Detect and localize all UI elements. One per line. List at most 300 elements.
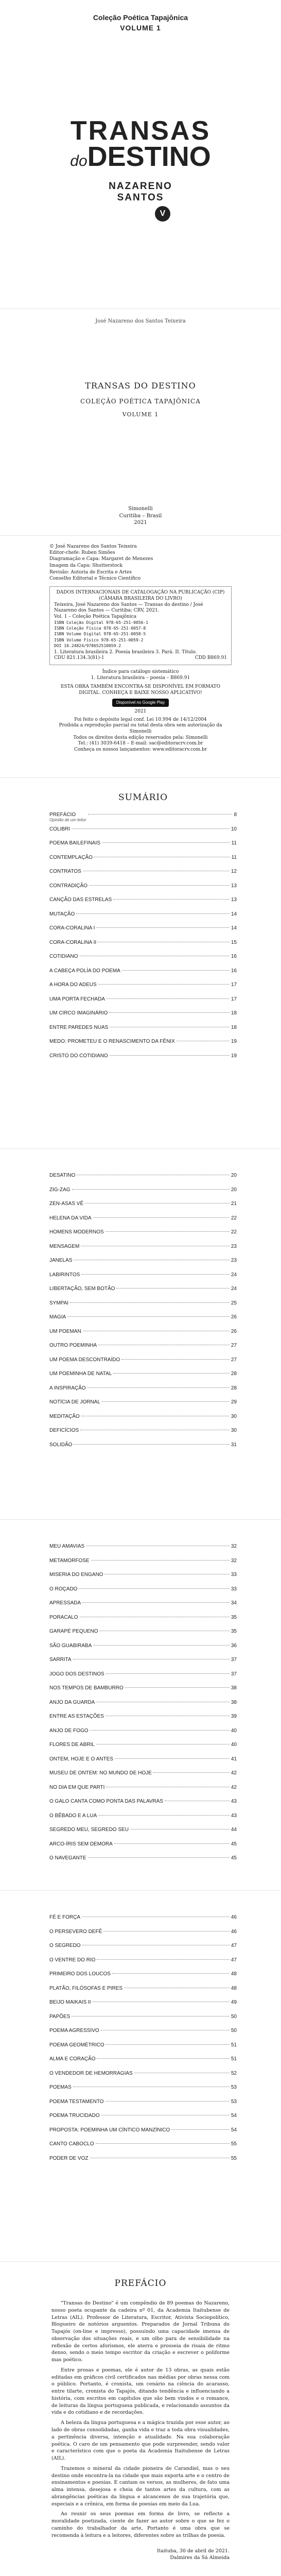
isbn-line: ISBN Volume Físico 978-65-251-0059-2 <box>54 637 144 642</box>
cover-title <box>0 118 281 171</box>
summary-entry[interactable] <box>49 1971 237 1986</box>
summary-entry-title: POEMA TESTAMENTO <box>49 2098 104 2105</box>
summary-entry[interactable] <box>49 812 237 826</box>
summary-leader-dots <box>113 899 230 900</box>
summary-entry[interactable] <box>49 1770 237 1785</box>
summary-leader-dots <box>93 1645 230 1646</box>
summary-entry[interactable] <box>49 869 237 883</box>
summary-entry-page: 23 <box>231 1258 237 1263</box>
summary-leader-dots <box>97 1959 229 1960</box>
isbn-list <box>54 620 227 649</box>
summary-leader-dots <box>107 998 230 999</box>
summary-entry[interactable] <box>49 1914 237 1929</box>
summary-entry-title: SÃO GUABIRABA <box>49 1642 92 1649</box>
preface-sign-name: Dalmires da Sá Almeida <box>170 2554 230 2561</box>
summary-entry[interactable] <box>49 855 237 869</box>
summary-entry-title: UM POEMA DESCONTRAÍDO <box>49 1357 120 1363</box>
summary-entry[interactable] <box>49 1799 237 1813</box>
credit-line: Editor-chefe: Ruben Simões <box>49 550 115 555</box>
summary-entry-title: SOLIDÃO <box>49 1442 73 1448</box>
summary-entry-title: ONTEM, HOJE E O ANTES <box>49 1756 113 1762</box>
cover-title-line1: TRANSAS <box>70 116 211 146</box>
summary-entry-title: CONTEMPLAÇÃO <box>49 854 93 860</box>
summary-entry[interactable] <box>49 1428 237 1442</box>
summary-entry[interactable] <box>49 1685 237 1700</box>
summary-entry[interactable] <box>49 2028 237 2042</box>
summary-entry-title: SEGREDO MEU, SEGREDO SEU <box>49 1827 129 1833</box>
summary-entry[interactable] <box>49 1215 237 1230</box>
summary-entry[interactable] <box>49 1385 237 1400</box>
summary-page-2 <box>0 1149 281 1520</box>
summary-entry-page: 34 <box>231 1600 237 1606</box>
rights-line: Todos os direitos desta edição reservados pela: Simonelli <box>73 735 208 740</box>
summary-entry[interactable] <box>49 940 237 954</box>
summary-entry-title: NO DIA EM QUE PARTI <box>49 1784 105 1790</box>
summary-entry-title: PAPÕES <box>49 2013 71 2020</box>
cover-author-line2: SANTOS <box>117 192 164 204</box>
summary-entry[interactable] <box>49 840 237 855</box>
summary-entry-page: 52 <box>231 2070 237 2076</box>
summary-entry[interactable] <box>49 1657 237 1671</box>
summary-entry[interactable] <box>49 1229 237 1244</box>
summary-entry[interactable] <box>49 1714 237 1728</box>
summary-leader-dots <box>82 1602 230 1603</box>
isbn-line: DOI 10.24824/978652510059.2 <box>54 643 121 649</box>
summary-entry-title: CONTRADIÇÃO <box>49 883 87 889</box>
summary-entry-title: A INSPIRAÇÃO <box>49 1385 86 1391</box>
summary-entry-page: 46 <box>231 1928 237 1935</box>
summary-leader-dots <box>81 1274 230 1275</box>
summary-entry[interactable] <box>49 2099 237 2113</box>
summary-entry-page: 11 <box>231 840 237 846</box>
summary-leader-dots <box>96 927 230 928</box>
summary-entry-title: JOGO DOS DESTINOS <box>49 1671 104 1677</box>
summary-entry-title: O SEGREDO <box>49 1943 81 1948</box>
credit-line: Revisão: Autoria de Escrita e Artes <box>49 569 132 575</box>
summary-page-3 <box>0 1520 281 1891</box>
summary-entry-page: 28 <box>231 1385 237 1391</box>
summary-entry-page: 30 <box>231 1428 237 1433</box>
summary-entry-title: CANÇÃO DAS ESTRELAS <box>49 897 112 903</box>
summary-entry-page: 35 <box>231 1629 237 1634</box>
summary-entry-page: 51 <box>231 2056 237 2062</box>
summary-entry-title: A CABEÇA POLÍA DO POEMA <box>49 968 120 974</box>
summary-entry-title: SYMPAI <box>49 1300 69 1306</box>
summary-entry-page: 47 <box>231 1957 237 1963</box>
summary-entry-page: 55 <box>231 2155 237 2161</box>
publisher-year: 2021 <box>134 520 147 526</box>
rights-block <box>49 717 232 753</box>
summary-entry-title: GARAPÉ PEQUENO <box>49 1629 98 1634</box>
summary-entry[interactable] <box>49 1357 237 1371</box>
preface-paragraph: Ao reunir os seus poemas em forma de livro, se reflecte a moralidade poetizada, ciente de fazer ao autor sobre o que se fez o caminho do trabalhador da arte, Portanto é uma obra que se recomenda à leitura e a leitores, diferentes sobre as trilhas de poesia. <box>51 2511 230 2538</box>
summary-entry-page: 14 <box>231 925 237 931</box>
summary-entry-title: COLIBRI <box>49 826 71 832</box>
summary-entry-title: O VENTRE DO RIO <box>49 1957 96 1963</box>
summary-entry[interactable] <box>49 1399 237 1414</box>
summary-entry[interactable] <box>49 1201 237 1215</box>
summary-entry-page: 21 <box>231 1201 237 1207</box>
ficha-notes: Vol. 1 – Coleção Poética Tapajônica <box>54 614 137 619</box>
classification-row <box>54 655 227 662</box>
cdu-code: CDU 821.134.3(81)-1 <box>54 655 104 661</box>
summary-entry[interactable] <box>49 1929 237 1943</box>
summary-list <box>49 812 237 1067</box>
summary-entry-title: MEDO: PROMETEU E O RENASCIMENTO DA FÊNIX <box>49 1039 175 1044</box>
summary-entry-title: HOMENS MODERNOS <box>49 1229 104 1235</box>
summary-leader-dots <box>90 1730 230 1731</box>
summary-entry[interactable] <box>49 1756 237 1771</box>
copyright-line: © José Nazareno dos Santos Teixeira <box>49 544 137 549</box>
index-heading: Índice para catálogo sistemático <box>102 669 179 674</box>
rights-line: Conheça os nossos lançamentos: www.editoracrv.com.br <box>74 747 207 753</box>
summary-entry[interactable] <box>49 1700 237 1714</box>
isbn-line: ISBN Coleção Física 978-65-251-0057-8 <box>54 625 146 631</box>
summary-leader-dots <box>98 984 230 985</box>
summary-entry-page: 46 <box>231 1914 237 1920</box>
summary-entry-page: 36 <box>231 1642 237 1649</box>
summary-entry-title: MEDITAÇÃO <box>49 1413 80 1419</box>
summary-entry-page: 39 <box>231 1714 237 1719</box>
summary-leader-dots <box>114 1843 230 1844</box>
summary-entry[interactable] <box>49 1300 237 1315</box>
summary-entry-title: UM POEMINHA DE NATAL <box>49 1371 112 1377</box>
summary-entry[interactable] <box>49 1173 237 1187</box>
summary-entry[interactable] <box>49 1272 237 1286</box>
summary-entry-page: 8 <box>234 812 237 818</box>
summary-entry-page: 16 <box>231 968 237 974</box>
summary-entry[interactable] <box>49 925 237 940</box>
summary-entry-title: NOS TEMPOS DE BAMBURRO <box>49 1685 124 1691</box>
summary-entry[interactable] <box>49 826 237 841</box>
summary-entry-page: 41 <box>231 1756 237 1762</box>
summary-entry-title: MISERIA DO ENGANO <box>49 1572 103 1578</box>
summary-entry[interactable] <box>49 911 237 926</box>
publisher-name: Simonelli <box>128 506 153 512</box>
summary-entry-page: 50 <box>231 2028 237 2033</box>
summary-entry[interactable] <box>49 1371 237 1385</box>
summary-entry-page: 50 <box>231 2013 237 2020</box>
summary-entry-title: O ROÇADO <box>49 1586 78 1592</box>
preface-heading: PREFÁCIO <box>114 2278 167 2289</box>
summary-entry-page: 38 <box>231 1685 237 1691</box>
title-page-series: COLEÇÃO POÉTICA TAPAJÔNICA <box>80 398 201 405</box>
summary-entry[interactable] <box>49 1643 237 1657</box>
cover-title-destino: DESTINO <box>87 141 211 173</box>
summary-entry[interactable] <box>49 1314 237 1329</box>
summary-leader-dots <box>74 1444 229 1445</box>
summary-entry[interactable] <box>49 1827 237 1841</box>
catalog-page <box>0 536 281 778</box>
summary-entry-page: 19 <box>231 1039 237 1044</box>
summary-entry-title: UM CIRCO IMAGINÁRIO <box>49 1010 108 1016</box>
summary-entry-page: 27 <box>231 1343 237 1348</box>
ficha-heading: DADOS INTERNACIONAIS DE CATALOGAÇÃO NA PUBLICAÇÃO (CIP) (CÂMARA BRASILEIRA DO LIVRO) <box>56 590 225 601</box>
summary-entry[interactable] <box>49 1957 237 1972</box>
summary-entry-page: 28 <box>231 1371 237 1377</box>
store-badge-wrap <box>49 697 232 707</box>
summary-entry-title: POEMAS <box>49 2084 72 2090</box>
summary-entry-title: ENTRE PAREDES NUAS <box>49 1024 109 1030</box>
summary-entry-page: 45 <box>231 1855 237 1861</box>
summary-entry[interactable] <box>49 1999 237 2014</box>
summary-page-1 <box>0 778 281 1149</box>
summary-entry-title: O NAVEGANTE <box>49 1855 86 1861</box>
preface-sign-place: Itaituba, 30 de abril de 2021. <box>156 2548 230 2554</box>
summary-heading: SUMÁRIO <box>118 792 168 803</box>
summary-entry-title: POEMA BAILEFINAIS <box>49 840 100 846</box>
summary-leader-dots <box>70 1302 230 1303</box>
summary-entry[interactable] <box>49 1855 237 1870</box>
summary-entry-page: 51 <box>231 2042 237 2048</box>
summary-leader-dots <box>102 842 230 843</box>
summary-entry[interactable] <box>49 1329 237 1343</box>
summary-entry-page: 11 <box>231 854 237 860</box>
summary-entry[interactable] <box>49 2014 237 2028</box>
summary-entry-title: POEMA TRUCIDADO <box>49 2113 100 2119</box>
summary-entry-title: APRESSADA <box>49 1600 81 1606</box>
title-page <box>0 309 281 536</box>
rights-line: Proibida a reprodução parcial ou total desta obra sem autorização da Simonelli <box>59 723 222 735</box>
summary-entry-title: MEU AMAVIAS <box>49 1544 85 1549</box>
summary-entry-page: 26 <box>231 1328 237 1334</box>
summary-list <box>49 1914 237 2170</box>
summary-entry[interactable] <box>49 1343 237 1357</box>
summary-entry-page: 37 <box>231 1657 237 1663</box>
store-year: 2021 <box>134 709 147 715</box>
summary-entry-title: OUTRO POEMINHA <box>49 1343 97 1348</box>
summary-entry[interactable] <box>49 1986 237 2000</box>
summary-entry-page: 10 <box>231 826 237 832</box>
summary-entry-page: 16 <box>231 954 237 959</box>
summary-entry-page: 15 <box>231 939 237 945</box>
summary-entry-page: 55 <box>231 2141 237 2147</box>
summary-leader-dots <box>121 1359 230 1360</box>
summary-entry-page: 44 <box>231 1827 237 1833</box>
preface-page <box>0 2262 281 2576</box>
summary-entry[interactable] <box>49 1039 237 1053</box>
summary-leader-dots <box>106 2044 230 2045</box>
summary-entry-title: PREFÁCIO <box>49 812 76 818</box>
summary-entry[interactable] <box>49 1728 237 1742</box>
summary-entry[interactable] <box>49 1841 237 1856</box>
summary-entry[interactable] <box>49 1943 237 1957</box>
cover-title-line2 <box>0 141 281 173</box>
isbn-line: ISBN Volume Digital 978-65-251-0058-5 <box>54 632 146 637</box>
summary-entry[interactable] <box>49 1572 237 1586</box>
summary-entry[interactable] <box>49 2056 237 2071</box>
summary-entry-title: PRIMEIRO DOS LOUCOS <box>49 1971 111 1977</box>
credit-line: Imagem da Capa: Shutterstock <box>49 563 122 569</box>
summary-entry-title: DESATINO <box>49 1173 76 1178</box>
summary-entry-title: JANELAS <box>49 1258 73 1263</box>
summary-entry[interactable] <box>49 1629 237 1643</box>
summary-entry[interactable] <box>49 1286 237 1300</box>
summary-entry[interactable] <box>49 897 237 911</box>
summary-entry-title: METAMORFOSE <box>49 1557 90 1564</box>
summary-entry-title: ZEN-ASAS VÊ <box>49 1201 84 1207</box>
summary-leader-dots <box>97 2058 229 2059</box>
summary-entry-page: 54 <box>231 2113 237 2119</box>
publisher-logo-icon: V <box>155 206 170 222</box>
summary-entry-page: 48 <box>231 1985 237 1991</box>
summary-entry-title: LABIRINTOS <box>49 1272 80 1278</box>
preface-paragraph: Trazemos o mineral da cidade pioneira de Carandiel, mas o seu destino onde encontra-la na cidade que mais exporta arte e o centro de ensinamentos e poesias. E cantam os versos, as mulheres, de fato uma alma intensa, desejosa e cheia de tantos artes da cultura, com as abrangências poéticas da língua e alcancenos de sua trajetória que, especiais e a crônica, em forma de poesias em meio da Lua. <box>51 2465 230 2507</box>
summary-entry[interactable] <box>49 1258 237 1272</box>
summary-entry[interactable] <box>49 2084 237 2099</box>
summary-entry-page: 33 <box>231 1586 237 1592</box>
summary-entry[interactable] <box>49 1244 237 1258</box>
index-entry: 1. Literatura brasileira – poesia – B869.91 <box>91 675 190 681</box>
summary-entry-subtitle: Opinião de um leitor <box>49 818 86 822</box>
summary-entry[interactable] <box>49 2127 237 2142</box>
summary-entry-title: CORA-CORALINA II <box>49 939 97 945</box>
cataloging-record <box>49 586 232 665</box>
summary-entry[interactable] <box>49 2042 237 2057</box>
summary-entry[interactable] <box>49 1544 237 1558</box>
title-page-imprint <box>0 505 281 527</box>
google-play-badge[interactable]: Disponível no Google Play <box>112 699 169 707</box>
summary-entry-page: 13 <box>231 883 237 889</box>
credits-list <box>49 550 232 576</box>
summary-entry[interactable] <box>49 2141 237 2156</box>
summary-leader-dots <box>125 1687 230 1688</box>
summary-entry[interactable] <box>49 1671 237 1686</box>
summary-entry[interactable] <box>49 982 237 996</box>
store-heading: ESTA OBRA TAMBÉM ENCONTRA-SE DISPONÍVEL EM FORMATO DIGITAL. CONHEÇA E BAIXE NOSSO APLICATIVO! <box>60 684 221 696</box>
summary-entry[interactable] <box>49 1600 237 1615</box>
summary-entry-title: BEIJO MAIKAIS II <box>49 1999 91 2005</box>
summary-entry[interactable] <box>49 1053 237 1067</box>
summary-page-4 <box>0 1891 281 2262</box>
rights-line: Tel.: (41) 3039-6418 – E-mail: sac@editoracrv.com.br <box>78 741 203 747</box>
summary-entry-title: O BÊBADO E A LUA <box>49 1812 97 1819</box>
summary-entry[interactable] <box>49 1813 237 1827</box>
summary-entry-title: MAGIA <box>49 1314 66 1320</box>
summary-entry-title: POEMA AGRESSIVO <box>49 2028 99 2033</box>
isbn-line: ISBN Coleção Digital 978-65-251-0056-1 <box>54 620 149 625</box>
summary-entry-title: ZIG-ZAG <box>49 1187 71 1193</box>
summary-entry[interactable] <box>49 1742 237 1756</box>
summary-entry-title: PORACALO <box>49 1614 78 1620</box>
summary-entry[interactable] <box>49 2071 237 2085</box>
summary-entry[interactable] <box>49 1010 237 1025</box>
summary-entry[interactable] <box>49 1187 237 1201</box>
summary-entry-title: DEFICÍCIOS <box>49 1428 79 1433</box>
preface-paragraph: A beleza da língua portuguesa e a mágica trazida por esse autor, ao lado de obras consolidadas, ganha vida e traz a toda obra visualidades, a pertinência diversa, intenção e atualidade. Na sua colaboração poética. O caro de um pensamento que pode surpreender, sendo valor e característico com que o poeta da Academia Itaitubense de Letras (AIL). <box>51 2420 230 2462</box>
summary-leader-dots <box>76 913 230 914</box>
cover-series: Coleção Poética Tapajônica <box>93 13 188 22</box>
summary-entry-page: 49 <box>231 1999 237 2005</box>
summary-entry-title: ARCO-ÍRIS SEM DEMORA <box>49 1841 113 1847</box>
summary-entry[interactable] <box>49 1586 237 1601</box>
summary-leader-dots <box>153 1772 230 1773</box>
summary-entry[interactable] <box>49 1785 237 1799</box>
summary-entry[interactable] <box>49 1615 237 1629</box>
summary-entry-title: O GALO CANTA COMO PONTA DAS PALAVRAS <box>49 1799 163 1804</box>
credit-line: Diagramação e Capa: Margaret de Menezes <box>49 556 153 562</box>
summary-entry-page: 54 <box>231 2127 237 2133</box>
summary-entry-page: 47 <box>231 1943 237 1948</box>
summary-leader-dots <box>106 1673 230 1674</box>
summary-entry-page: 42 <box>231 1784 237 1790</box>
title-page-title: TRANSAS DO DESTINO <box>85 381 196 391</box>
summary-entry-title: PLATÃO, FILÓSOFAS E PIRES <box>49 1985 123 1991</box>
summary-entry-title: ANJO DA GUARDA <box>49 1699 95 1705</box>
summary-entry-page: 40 <box>231 1742 237 1748</box>
summary-entry-page: 14 <box>231 911 237 917</box>
summary-entry-title: COTIDIANO <box>49 954 78 959</box>
summary-entry[interactable] <box>49 883 237 897</box>
title-page-author: José Nazareno dos Santos Teixeira <box>95 318 186 324</box>
summary-leader-dots <box>115 1758 230 1759</box>
summary-entry-page: 37 <box>231 1671 237 1677</box>
summary-leader-dots <box>79 1588 229 1589</box>
summary-leader-dots <box>110 1055 230 1056</box>
summary-leader-dots <box>116 1288 229 1289</box>
cover-title-do: do <box>70 152 87 170</box>
summary-list <box>49 1173 237 1456</box>
summary-entry-page: 20 <box>231 1187 237 1193</box>
summary-entry-page: 25 <box>231 1300 237 1306</box>
summary-leader-dots <box>87 1387 230 1388</box>
summary-entry-page: 13 <box>231 897 237 903</box>
summary-list <box>49 1544 237 1870</box>
cover-author <box>0 181 281 205</box>
summary-entry-page: 26 <box>231 1314 237 1320</box>
preface-signature <box>51 2548 230 2562</box>
summary-entry-page: 53 <box>231 2098 237 2105</box>
summary-entry[interactable] <box>49 996 237 1011</box>
summary-leader-dots <box>72 1189 230 1190</box>
summary-leader-dots <box>85 1203 230 1204</box>
summary-entry[interactable] <box>49 1025 237 1039</box>
summary-entry[interactable] <box>49 2113 237 2127</box>
preface-paragraph: "Transas do Destino" é um compêndio de 89 poemas do Nazareno, nosso poeta ocupante da cadeira nº 01, da Academia Itaitubense de Letras (AIL). Professor de Literatura, Escritor, Ativista Sociopolítico, Blogueiro de notórios arguentos. Preparados de Jornal Tribuna do Tapajós (on-line e impresso), possuindo uma capacidade imensa de observação dos situações reais, e um olho para de sensibilidade na reflexão de certos aforismos, ele aterra e prosseia de risaia de ritmo denso, sendo o meio tempo escritor da criação e escrever o poliforme mas poético. <box>51 2300 230 2363</box>
summary-entry-page: 29 <box>231 1399 237 1405</box>
summary-entry[interactable] <box>49 1414 237 1428</box>
summary-entry-page: 32 <box>231 1557 237 1564</box>
summary-entry[interactable] <box>49 1558 237 1572</box>
summary-entry-title: O VENDEDOR DE HEMORRAGIAS <box>49 2070 133 2076</box>
summary-leader-dots <box>113 1373 230 1374</box>
summary-entry-title: CRISTO DO COTIDIANO <box>49 1053 108 1059</box>
cover-volume: VOLUME 1 <box>120 24 161 32</box>
summary-entry-page: 48 <box>231 1971 237 1977</box>
summary-entry-page: 23 <box>231 1243 237 1249</box>
summary-entry[interactable] <box>49 2156 237 2170</box>
summary-leader-dots <box>102 1401 230 1402</box>
summary-leader-dots <box>93 1217 230 1218</box>
summary-entry[interactable] <box>49 968 237 982</box>
summary-entry-page: 20 <box>231 1173 237 1178</box>
summary-entry-title: UM POEMAN <box>49 1328 81 1334</box>
summary-entry-title: PODER DE VOZ <box>49 2155 89 2161</box>
summary-entry-title: NOTÍCIA DE JORNAL <box>49 1399 100 1405</box>
summary-entry[interactable] <box>49 1442 237 1456</box>
summary-entry-title: MENSAGEM <box>49 1243 80 1249</box>
summary-leader-dots <box>106 2101 230 2102</box>
summary-leader-dots <box>122 970 230 971</box>
title-page-volume: VOLUME 1 <box>122 411 159 418</box>
council-line: Conselho Editorial e Técnico Científico <box>49 576 141 582</box>
summary-leader-dots <box>91 1560 230 1561</box>
summary-entry[interactable] <box>49 954 237 968</box>
summary-leader-dots <box>106 1231 230 1232</box>
summary-entry-title: ANJO DE FOGO <box>49 1727 89 1734</box>
summary-leader-dots <box>67 1316 230 1317</box>
summary-entry-title-wrap <box>49 812 86 822</box>
